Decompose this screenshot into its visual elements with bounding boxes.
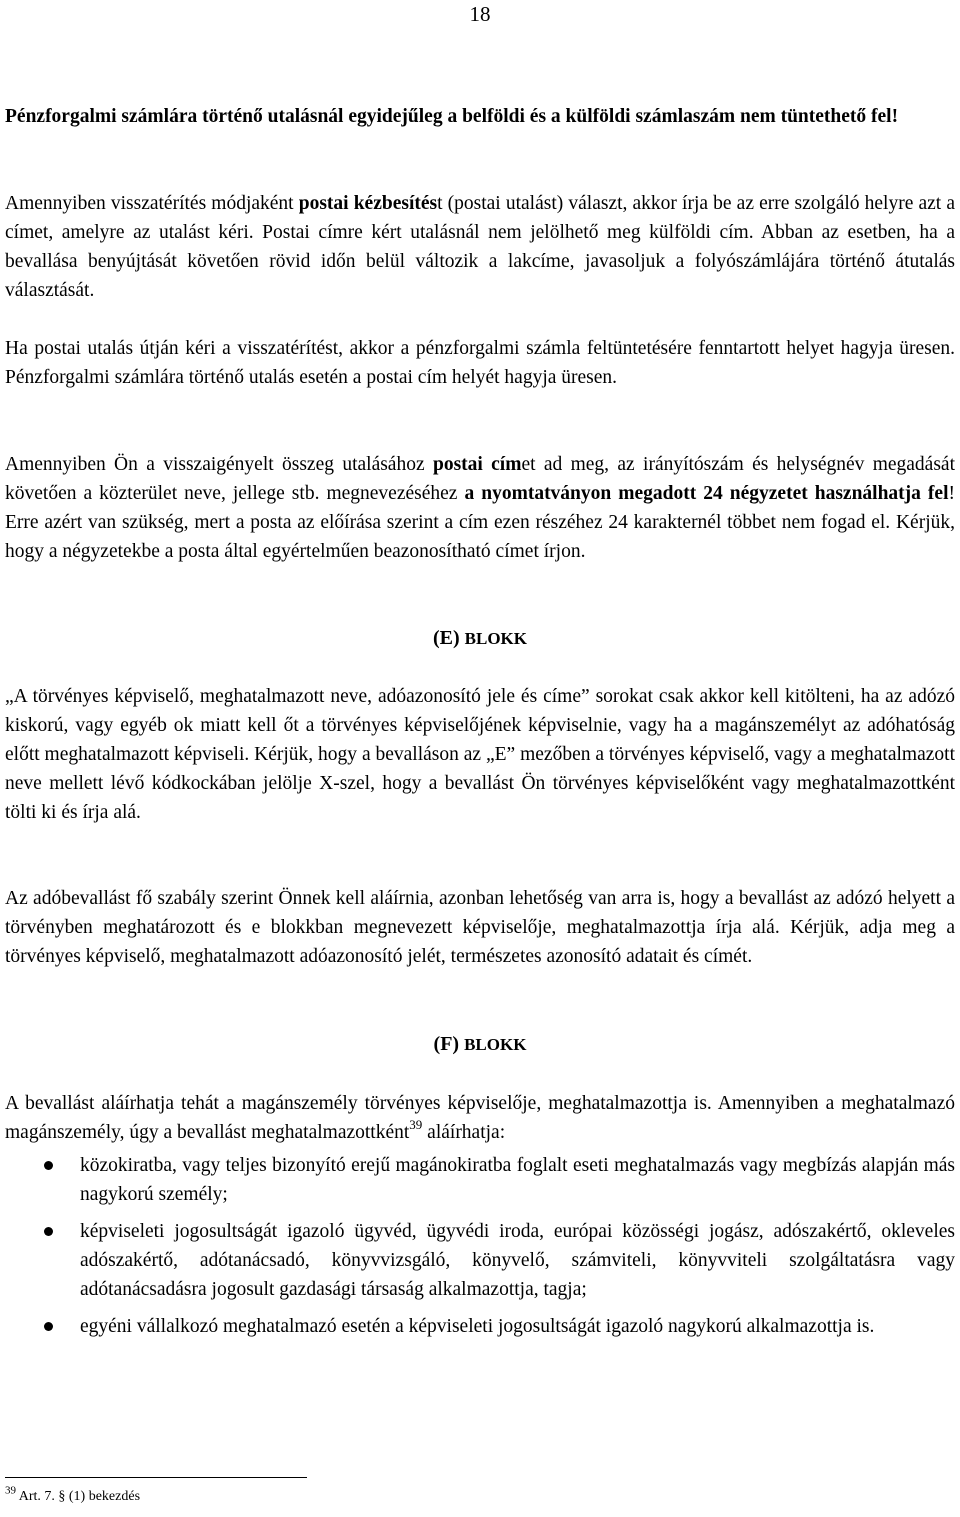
postal-delivery-term: postai kézbesítés [298, 193, 438, 214]
list-item: egyéni vállalkozó meghatalmazó esetén a képviseleti jogosultságát igazoló nagykorú alkalmazottja is. [0, 1312, 955, 1341]
bullet-icon [44, 1322, 53, 1331]
footnote-divider [5, 1477, 307, 1478]
24-squares-note: a nyomtatványon megadott 24 négyzetet használhatja fel [464, 483, 949, 504]
footnote-text: Art. 7. § (1) bekezdés [18, 1489, 141, 1504]
bullet-icon [44, 1161, 53, 1170]
paragraph-postal-address: Amennyiben Ön a visszaigényelt összeg utalásához postai címet ad meg, az irányítószám és helységnév megadását követően a közterület neve, jellege stb. megnevezéséhez a nyomtatványon megadott 24 négyzetet használhatja fel! Erre azért van szükség, mert a posta az előírása szerint a cím ezen részéhez 24 karakternél többet nem fogad el. Kérjük, hogy a négyzetekbe a posta által egyértelműen beazonosítható címet írjon. [5, 454, 956, 562]
signer-list [0, 1151, 955, 1349]
bullet-icon [44, 1227, 53, 1236]
footnote [5, 1484, 141, 1507]
list-item: képviseleti jogosultságát igazoló ügyvéd, ügyvédi iroda, európai közösségi jogász, adószakértő, okleveles adószakértő, adótanácsadó, könyvvizsgáló, könyvelő, számviteli, könyvviteli szolgáltatásra vagy adótanácsadásra jogosult gazdasági társaság alkalmazottja, tagja; [0, 1217, 955, 1304]
footnote-ref-39: 39 [409, 1116, 423, 1132]
list-item: közokiratba, vagy teljes bizonyító erejű magánokiratba foglalt eseti meghatalmazás vagy megbízás alapján más nagykorú személy; [0, 1151, 955, 1209]
paragraph-postal-transfer: Ha postai utalás útján kéri a visszatérítést, akkor a pénzforgalmi számla feltüntetésére fenntartott helyet hagyja üresen. Pénzforgalmi számlára történő utalás esetén a postai cím helyét hagyja üresen. [5, 338, 955, 388]
footnote-number: 39 [5, 1484, 16, 1497]
paragraph-postal-delivery: Amennyiben visszatérítés módjaként postai kézbesítést (postai utalást) választ, akkor írja be az erre szolgáló helyre azt a címet, amelyre az utalást kéri. Postai címre kért utalásnál nem jelölhető meg külföldi cím. Abban az esetben, ha a bevallása benyújtását követően rövid időn belül változik a lakcíme, javasoljuk a folyószámlájára történő átutalás választását. [5, 193, 956, 301]
page-number: 18 [469, 2, 491, 26]
paragraph-no-dual-account: Pénzforgalmi számlára történő utalásnál egyidejűleg a belföldi és a külföldi számlaszám nem tüntethető fel! [5, 106, 899, 127]
paragraph-signature: Az adóbevallást fő szabály szerint Önnek kell aláírnia, azonban lehetőség van arra is, hogy a bevallást az adózó helyett a törvényben meghatározott és e blokkban megnevezett képviselője, meghatalmazottja írja alá. Kérjük, adja meg a törvényes képviselő, meghatalmazott adóazonosító jelét, természetes azonosító adatait és címét. [5, 888, 955, 967]
paragraph-legal-representative: „A törvényes képviselő, meghatalmazott neve, adóazonosító jele és címe” sorokat csak akkor kell kitölteni, ha az adózó kiskorú, vagy egyéb ok miatt kell őt a törvényes képviselőjének képviselnie, vagy ha a magánszemélyt az adóhatóság előtt meghatalmazott képviseli. Kérjük, hogy a bevalláson az „E” mezőben a törvényes képviselő, vagy a meghatalmazott neve mellett lévő kódkockában jelölje X-szel, hogy a bevallást Ön törvényes képviselőként vagy meghatalmazottként tölti ki és írja alá. [5, 686, 955, 823]
heading-f-block: (F) BLOKK [433, 1033, 527, 1055]
postal-address-term: postai cím [432, 454, 522, 475]
heading-e-block: (E) BLOKK [432, 627, 528, 649]
paragraph-authorized-signer: A bevallást aláírhatja tehát a magánszemély törvényes képviselője, meghatalmazottja is. Amennyiben a meghatalmazó magánszemély, úgy a bevallást meghatalmazottként$^{39}$ aláírhatja: [5, 1093, 955, 1143]
